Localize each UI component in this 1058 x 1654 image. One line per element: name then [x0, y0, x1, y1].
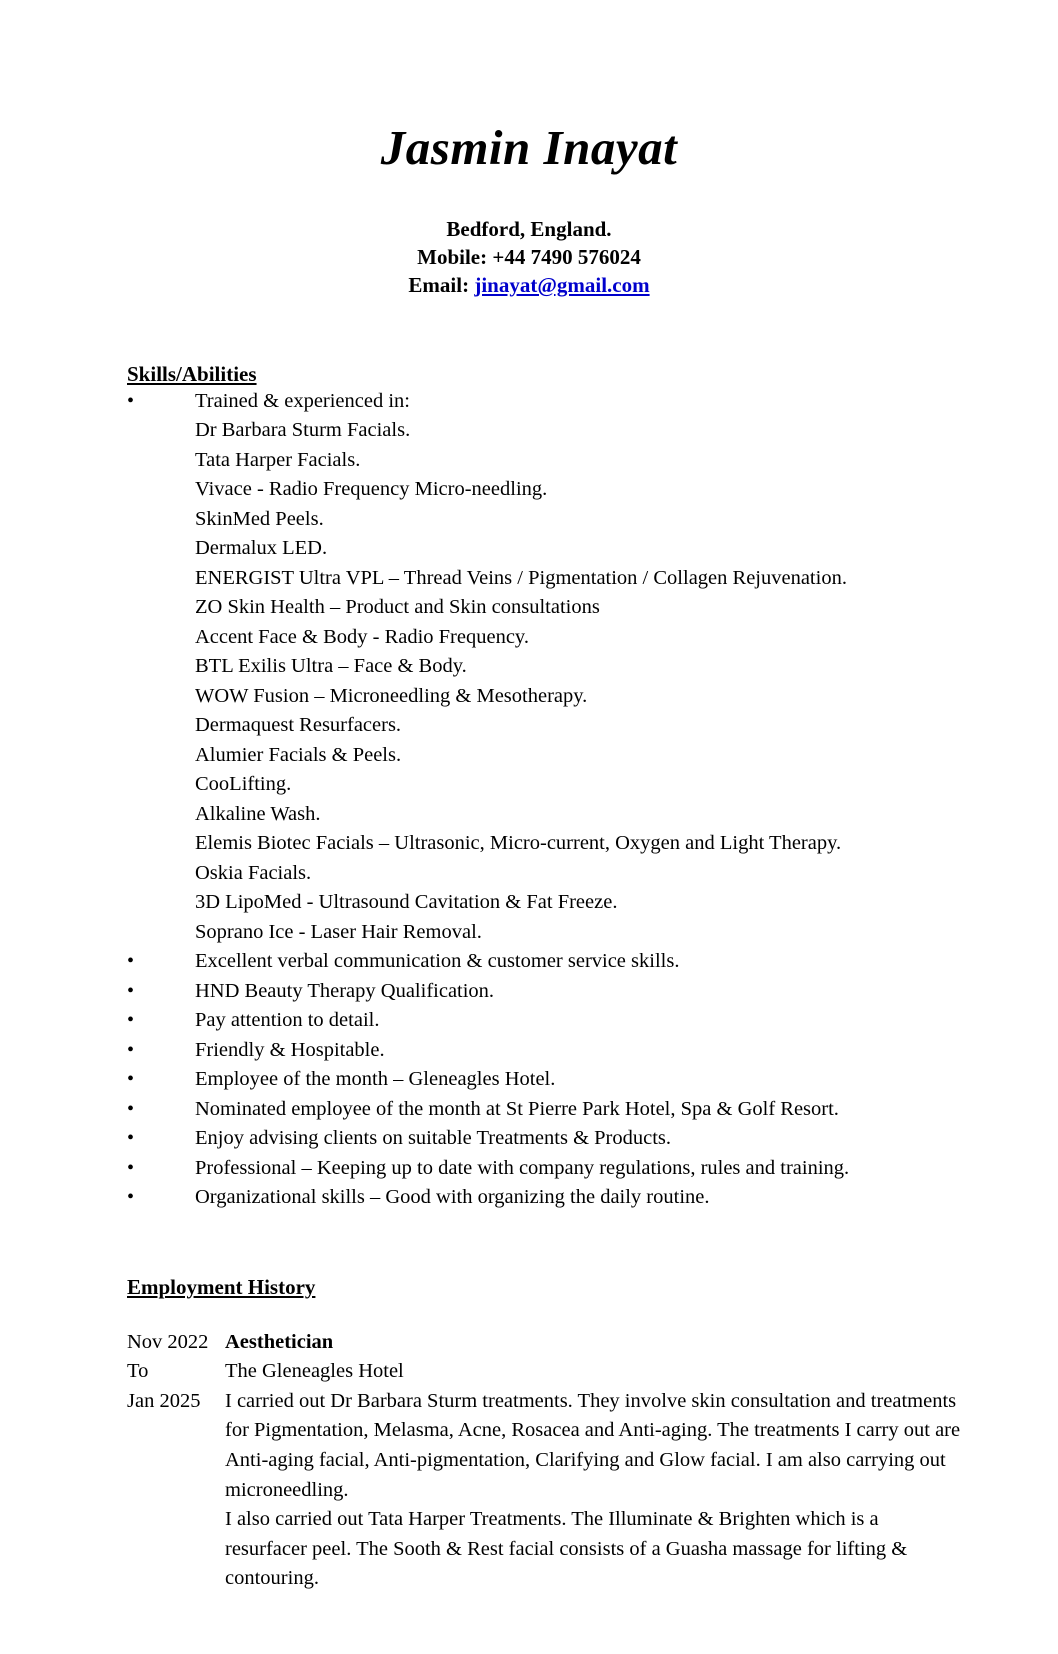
bullet-icon: •: [127, 1097, 135, 1120]
skills-trained-item: Elemis Biotec Facials – Ultrasonic, Micro-current, Oxygen and Light Therapy.: [195, 832, 842, 855]
employment-company: The Gleneagles Hotel: [225, 1360, 404, 1383]
skills-other-item: Organizational skills – Good with organizing the daily routine.: [195, 1186, 710, 1209]
skills-other-item: Employee of the month – Gleneagles Hotel.: [195, 1068, 556, 1091]
skills-trained-group: [195, 387, 963, 948]
employment-entry: [95, 1328, 963, 1594]
skills-trained-item: Alumier Facials & Peels.: [195, 743, 402, 766]
employment-date-to: Jan 2025: [127, 1389, 201, 1412]
skills-trained-item: Tata Harper Facials.: [195, 448, 361, 471]
skills-trained-item: Vivace - Radio Frequency Micro-needling.: [195, 478, 548, 501]
skills-trained-item: WOW Fusion – Microneedling & Mesotherapy.: [195, 684, 588, 707]
skills-trained-item: Dermalux LED.: [195, 537, 328, 560]
skills-other-item: Professional – Keeping up to date with company regulations, rules and training.: [195, 1156, 850, 1179]
skills-other-item: Pay attention to detail.: [195, 1009, 380, 1032]
bullet-icon: •: [127, 950, 135, 973]
employment-paragraph: I also carried out Tata Harper Treatments. The Illuminate & Brighten which is a resurfacer peel. The Sooth & Rest facial consists of a Guasha massage for lifting & contouring.: [225, 1508, 908, 1590]
contact-mobile: Mobile: +44 7490 576024: [417, 245, 641, 270]
list-item: [95, 1065, 963, 1095]
section-heading-employment: Employment History: [127, 1274, 316, 1299]
employment-paragraph: I carried out Dr Barbara Sturm treatments. They involve skin consultation and treatments for Pigmentation, Melasma, Acne, Rosacea and Anti-aging. The treatments I carry out are Anti-aging facial, Anti-pigmentation, Clarifying and Glow facial. I am also carrying out microneedling.: [225, 1389, 961, 1501]
section-heading-skills: Skills/Abilities: [127, 361, 257, 386]
skills-trained-item: ZO Skin Health – Product and Skin consultations: [195, 596, 600, 619]
employment-job-title: Aesthetician: [225, 1330, 334, 1353]
skills-other-item: Enjoy advising clients on suitable Treatments & Products.: [195, 1127, 672, 1150]
skills-trained-item: Accent Face & Body - Radio Frequency.: [195, 625, 529, 648]
skills-trained-item: Soprano Ice - Laser Hair Removal.: [195, 920, 482, 943]
skills-other-list: [95, 947, 963, 1213]
bullet-icon: •: [127, 1156, 135, 1179]
skills-other-item: Excellent verbal communication & customer service skills.: [195, 950, 680, 973]
skills-trained-item: BTL Exilis Ultra – Face & Body.: [195, 655, 467, 678]
employment-details: [225, 1328, 963, 1594]
list-item: [95, 947, 963, 977]
skills-trained-item: SkinMed Peels.: [195, 507, 324, 530]
skills-other-item: HND Beauty Therapy Qualification.: [195, 979, 495, 1002]
contact-location: Bedford, England.: [446, 217, 612, 242]
list-item: [95, 977, 963, 1007]
employment-date-from: Nov 2022: [127, 1330, 209, 1353]
list-item: [95, 1124, 963, 1154]
skills-trained-item: Alkaline Wash.: [195, 802, 321, 825]
list-item: [95, 1036, 963, 1066]
bullet-icon: •: [127, 1127, 135, 1150]
skills-trained-item: ENERGIST Ultra VPL – Thread Veins / Pigmentation / Collagen Rejuvenation.: [195, 566, 847, 589]
contact-email-label: Email:: [408, 272, 470, 297]
email-link[interactable]: jinayat@gmail.com: [474, 272, 650, 297]
skills-other-item: Nominated employee of the month at St Pierre Park Hotel, Spa & Golf Resort.: [195, 1097, 839, 1120]
skills-trained-list: [95, 387, 963, 948]
list-item: [95, 1183, 963, 1213]
skills-other-item: Friendly & Hospitable.: [195, 1038, 385, 1061]
bullet-icon: •: [127, 389, 135, 412]
skills-trained-item: Oskia Facials.: [195, 861, 312, 884]
bullet-icon: •: [127, 1009, 135, 1032]
skills-trained-item: 3D LipoMed - Ultrasound Cavitation & Fat Freeze.: [195, 891, 618, 914]
bullet-icon: •: [127, 1038, 135, 1061]
list-item: [95, 387, 963, 948]
employment-date-to-label: To: [127, 1360, 149, 1383]
skills-trained-item: CooLifting.: [195, 773, 292, 796]
list-item: [95, 1095, 963, 1125]
bullet-icon: •: [127, 1068, 135, 1091]
employment-dates: [95, 1328, 225, 1417]
bullet-icon: •: [127, 979, 135, 1002]
page-title: Jasmin Inayat: [380, 120, 678, 175]
skills-trained-item: Dr Barbara Sturm Facials.: [195, 419, 411, 442]
contact-email-line: [95, 272, 963, 300]
list-item: [95, 1154, 963, 1184]
skills-trained-intro: Trained & experienced in:: [195, 389, 410, 412]
bullet-icon: •: [127, 1186, 135, 1209]
list-item: [95, 1006, 963, 1036]
skills-trained-item: Dermaquest Resurfacers.: [195, 714, 402, 737]
contact-block: [95, 216, 963, 299]
